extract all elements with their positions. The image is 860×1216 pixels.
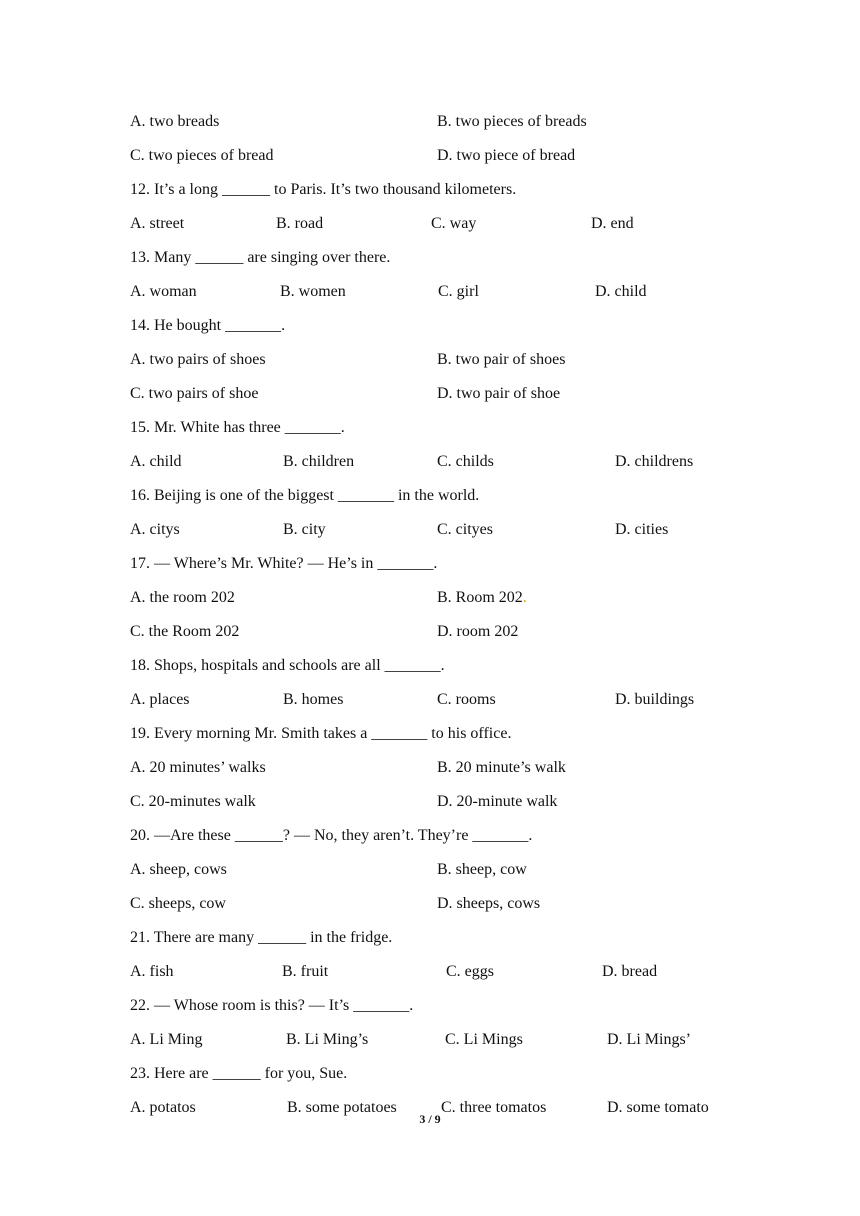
option-d: D. end <box>591 215 634 232</box>
option-a: A. citys <box>130 521 180 538</box>
option-a: A. street <box>130 215 185 232</box>
option-b: B. children <box>283 453 355 470</box>
option-a: A. Li Ming <box>130 1031 203 1048</box>
option-a: A. fish <box>130 963 174 980</box>
option-c: C. two pairs of shoe <box>130 385 259 402</box>
option-d: D. cities <box>615 521 669 538</box>
option-b: B. city <box>283 521 326 538</box>
option-a: A. woman <box>130 283 197 300</box>
option-c: C. two pieces of bread <box>130 147 274 164</box>
option-d: D. two piece of bread <box>437 147 576 164</box>
question-20: 20. —Are these ______? — No, they aren’t. They’re _______. <box>130 827 533 844</box>
option-a: A. places <box>130 691 190 708</box>
question-13: 13. Many ______ are singing over there. <box>130 249 391 266</box>
option-a: A. potatos <box>130 1099 196 1116</box>
option-c: C. three tomatos <box>441 1099 547 1116</box>
question-18: 18. Shops, hospitals and schools are all _______. <box>130 657 445 674</box>
option-d: D. childrens <box>615 453 694 470</box>
option-d: D. room 202 <box>437 623 519 640</box>
option-d: D. two pair of shoe <box>437 385 561 402</box>
question-19: 19. Every morning Mr. Smith takes a _______ to his office. <box>130 725 512 742</box>
option-c: C. cityes <box>437 521 493 538</box>
question-12: 12. It’s a long ______ to Paris. It’s two thousand kilometers. <box>130 181 517 198</box>
page-number: 3 / 9 <box>419 1112 441 1126</box>
option-b: B. fruit <box>282 963 329 980</box>
question-17: 17. — Where’s Mr. White? — He’s in _______. <box>130 555 438 572</box>
question-15: 15. Mr. White has three _______. <box>130 419 345 436</box>
option-d: D. child <box>595 283 647 300</box>
option-b: B. sheep, cow <box>437 861 527 878</box>
option-b: B. homes <box>283 691 344 708</box>
option-c: C. girl <box>438 283 479 300</box>
option-d: D. 20-minute walk <box>437 793 558 810</box>
option-c: C. rooms <box>437 691 496 708</box>
option-c: C. Li Mings <box>445 1031 523 1048</box>
option-a: A. child <box>130 453 182 470</box>
option-c: C. 20-minutes walk <box>130 793 256 810</box>
option-b: B. Li Ming’s <box>286 1031 369 1048</box>
option-a: A. two pairs of shoes <box>130 351 266 368</box>
option-a: A. sheep, cows <box>130 861 227 878</box>
option-a: A. the room 202 <box>130 589 235 606</box>
option-d: D. sheeps, cows <box>437 895 541 912</box>
question-14: 14. He bought _______. <box>130 317 286 334</box>
option-a: A. two breads <box>130 113 220 130</box>
option-b: B. some potatoes <box>287 1099 397 1116</box>
question-22: 22. — Whose room is this? — It’s _______. <box>130 997 414 1014</box>
option-b: B. road <box>276 215 324 232</box>
question-23: 23. Here are ______ for you, Sue. <box>130 1065 348 1082</box>
option-a: A. 20 minutes’ walks <box>130 759 266 776</box>
option-d: D. buildings <box>615 691 695 708</box>
option-d: D. bread <box>602 963 658 980</box>
option-b: B. women <box>280 283 346 300</box>
question-21: 21. There are many ______ in the fridge. <box>130 929 393 946</box>
option-d: D. Li Mings’ <box>607 1031 691 1048</box>
option-b: B. two pieces of breads <box>437 113 587 130</box>
option-c: C. the Room 202 <box>130 623 240 640</box>
option-d: D. some tomato <box>607 1099 709 1116</box>
highlight-dot: . <box>522 589 527 606</box>
option-c: C. childs <box>437 453 494 470</box>
option-c: C. eggs <box>446 963 494 980</box>
option-b-text: B. Room 202 <box>437 589 523 606</box>
option-b: B. two pair of shoes <box>437 351 566 368</box>
question-16: 16. Beijing is one of the biggest _______ in the world. <box>130 487 480 504</box>
option-c: C. sheeps, cow <box>130 895 226 912</box>
option-b: B. 20 minute’s walk <box>437 759 566 776</box>
option-b <box>437 588 527 608</box>
option-c: C. way <box>431 215 477 232</box>
